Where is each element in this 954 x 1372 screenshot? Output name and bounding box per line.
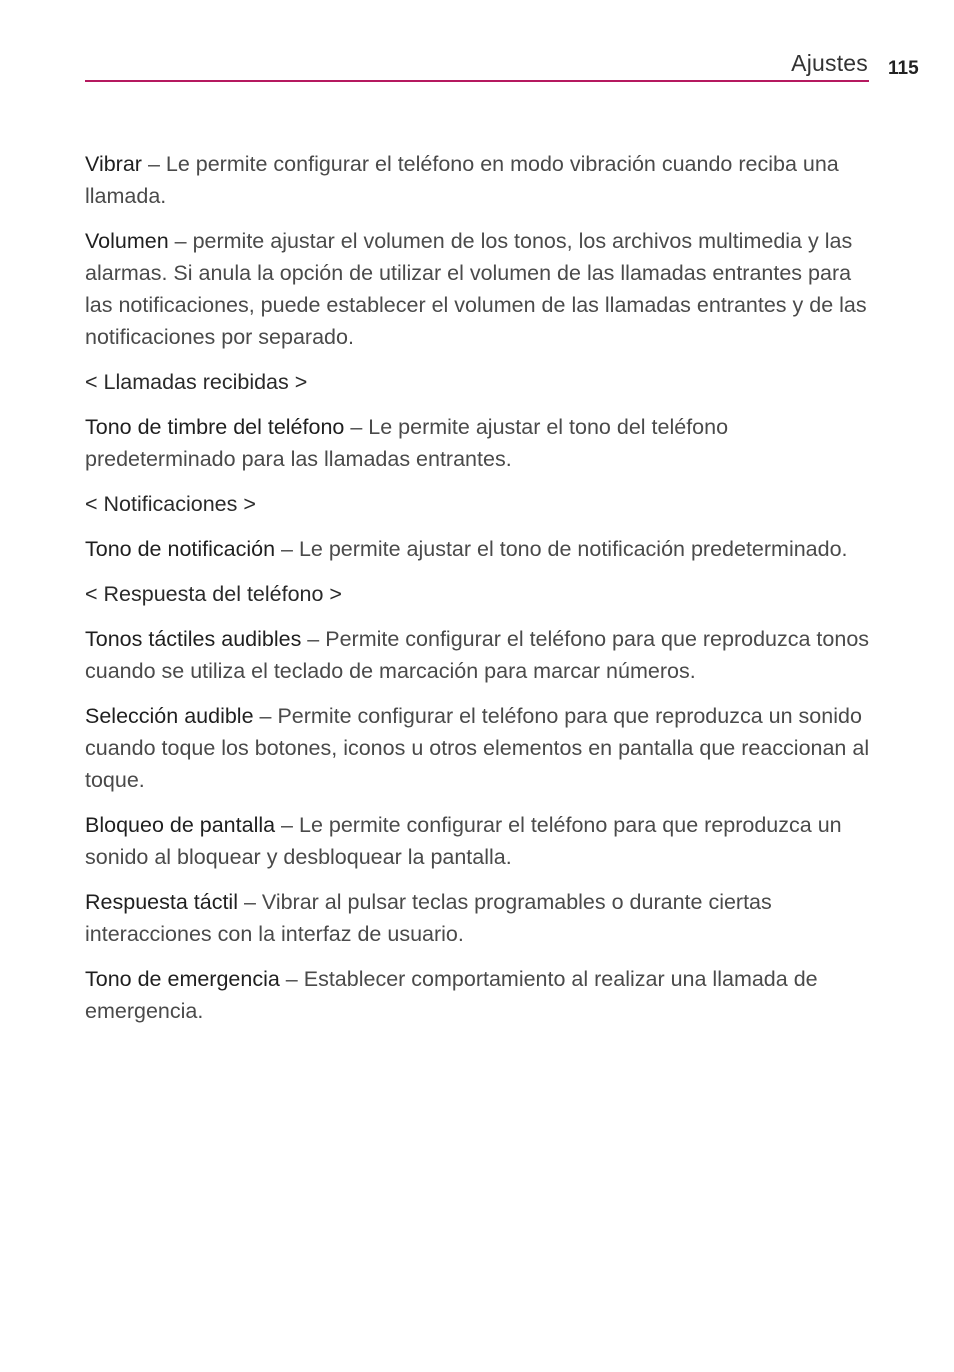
section-title: Ajustes [791,50,868,76]
setting-description: – Le permite ajustar el tono del teléfono predeterminado para las llamadas entrantes. [85,415,729,471]
subsection-notificaciones: < Notificaciones > [85,492,256,516]
setting-term: Tono de timbre del teléfono [85,415,345,439]
page-header [0,0,954,90]
setting-description: – Le permite configurar el teléfono en modo vibración cuando reciba una llamada. [85,152,839,208]
setting-description: – Vibrar al pulsar teclas programables o durante ciertas interacciones con la interfaz de usuario. [85,890,772,946]
setting-seleccion-audible [85,700,875,796]
page-number: 115 [888,58,919,79]
setting-description: – Establecer comportamiento al realizar una llamada de emergencia. [85,967,818,1023]
setting-term: Respuesta táctil [85,890,238,914]
setting-respuesta-tactil [85,886,875,950]
setting-term: Volumen [85,229,169,253]
setting-term: Selección audible [85,704,254,728]
setting-term: Tono de notificación [85,537,276,561]
setting-tono-emergencia [85,963,875,1027]
setting-tono-timbre [85,411,875,475]
setting-tonos-tactiles [85,623,875,687]
setting-description: – Permite configurar el teléfono para que reproduzca tonos cuando se utiliza el teclado de marcación para marcar números. [85,627,870,683]
setting-volumen [85,225,875,353]
setting-term: Vibrar [85,152,142,176]
page-content [85,148,875,1040]
setting-term: Tonos táctiles audibles [85,627,302,651]
header-rule [85,80,869,82]
setting-description: – Le permite configurar el teléfono para que reproduzca un sonido al bloquear y desbloquear la pantalla. [85,813,842,869]
setting-vibrar [85,148,875,212]
subsection-llamadas-recibidas: < Llamadas recibidas > [85,370,308,394]
setting-tono-notificacion [85,533,875,565]
subsection-respuesta-telefono: < Respuesta del teléfono > [85,582,342,606]
setting-description: – permite ajustar el volumen de los tonos, los archivos multimedia y las alarmas. Si anula la opción de utilizar el volumen de las llamadas entrantes para las notificaciones, puede establecer el volumen de las llamadas entrantes y de las notificaciones por separado. [85,229,867,349]
setting-bloqueo-pantalla [85,809,875,873]
setting-term: Bloqueo de pantalla [85,813,276,837]
setting-term: Tono de emergencia [85,967,280,991]
setting-description: – Permite configurar el teléfono para que reproduzca un sonido cuando toque los botones, iconos u otros elementos en pantalla que reaccionan al toque. [85,704,870,792]
setting-description: – Le permite ajustar el tono de notificación predeterminado. [275,537,848,561]
